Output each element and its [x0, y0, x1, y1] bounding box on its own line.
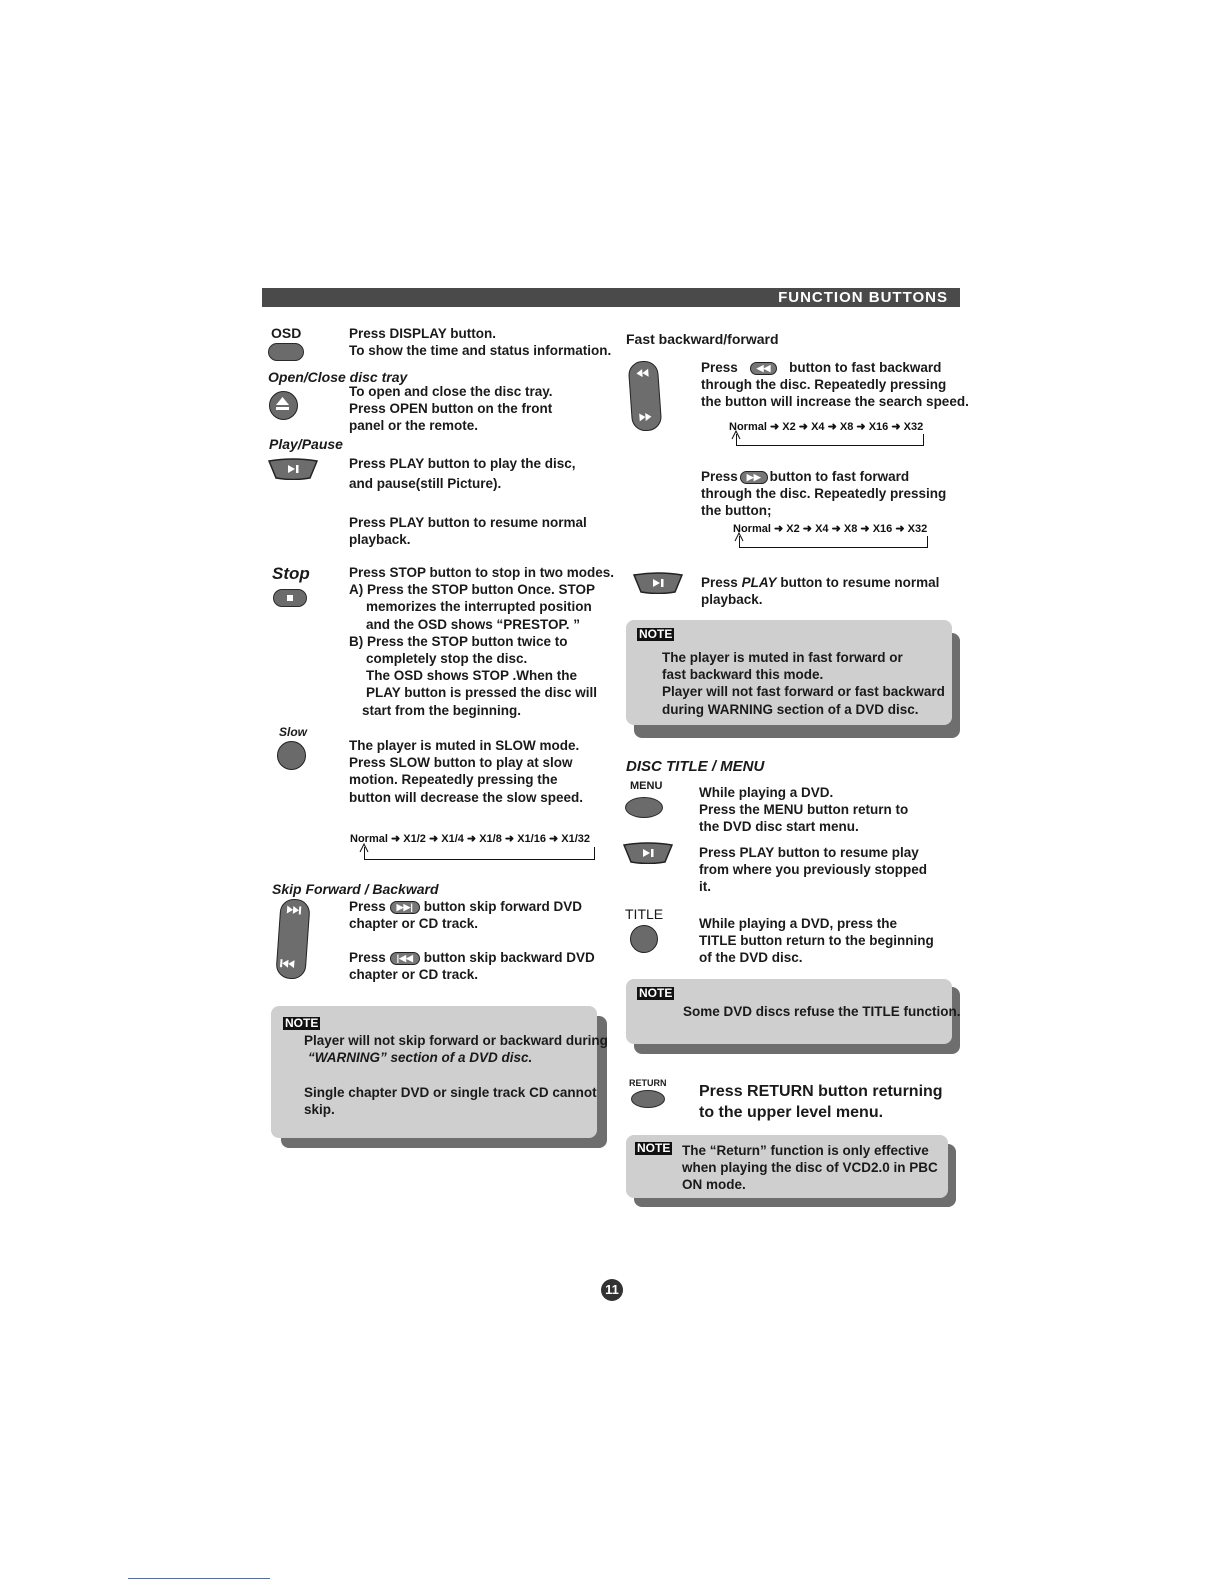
- open-close-description: To open and close the disc tray. Press OPEN button on the front panel or the remote.: [349, 384, 553, 434]
- skip-note-box: [271, 1006, 608, 1138]
- skip-heading: Skip Forward / Backward: [272, 881, 439, 897]
- play-resume-description: Press PLAY button to resume normal playback.: [349, 515, 587, 548]
- skip-backward-description: Press |◀◀ button skip backward DVD chapter or CD track.: [349, 950, 595, 983]
- skip-note-text: Player will not skip forward or backward during “WARNING” section of a DVD disc. Single chapter DVD or single track CD cannot skip.: [304, 1033, 608, 1117]
- fast-forward-speed-sequence: Normal ➜ X2 ➜ X4 ➜ X8 ➜ X16 ➜ X32: [733, 523, 928, 535]
- title-button-icon: [630, 925, 658, 953]
- return-note-box: [626, 1135, 948, 1198]
- return-label: RETURN: [629, 1078, 667, 1088]
- slow-heading: Slow: [279, 725, 308, 739]
- link-underline: [128, 1578, 270, 1579]
- fast-resume-description: Press PLAY button to resume normal playback.: [701, 575, 940, 608]
- return-button-icon: [631, 1090, 665, 1108]
- fast-backward-speed-sequence: Normal ➜ X2 ➜ X4 ➜ X8 ➜ X16 ➜ X32: [729, 421, 924, 433]
- slow-description: The player is muted in SLOW mode. Press SLOW button to play at slow motion. Repeatedly pressing the button will decrease the slow speed.: [349, 738, 584, 805]
- stop-description: Press STOP button to stop in two modes. A) Press the STOP button Once. STOP memorizes the interrupted position and the OSD shows “PRESTOP. ” B) Press the STOP button twice to completely stop the disc. The OSD shows STOP .When the PLAY button is pressed the disc will start from the beginning.: [349, 565, 615, 718]
- fast-forward-icon: ▶▶: [740, 471, 768, 484]
- fast-forward-arrowhead: [734, 532, 746, 542]
- fast-forward-description: Press ▶▶ button to fast forward through the disc. Repeatedly pressing the button;: [701, 469, 947, 519]
- skip-backward-icon: |◀◀: [390, 952, 420, 965]
- fast-backward-icon: ◀◀: [750, 362, 778, 375]
- title-label: TITLE: [625, 906, 664, 922]
- slow-speed-sequence: Normal ➜ X1/2 ➜ X1/4 ➜ X1/8 ➜ X1/16 ➜ X1/32: [350, 833, 591, 845]
- return-description: Press RETURN button returning to the upper level menu.: [699, 1083, 943, 1121]
- osd-description: Press DISPLAY button. To show the time and status information.: [349, 326, 612, 359]
- menu-button-icon: [625, 797, 663, 818]
- eject-button-icon: [269, 391, 298, 420]
- fast-note-box: [626, 620, 952, 725]
- menu-label: MENU: [630, 780, 663, 792]
- return-note-text: The “Return” function is only effective when playing the disc of VCD2.0 in PBC ON mode.: [682, 1143, 938, 1193]
- note-tag: NOTE: [285, 1016, 319, 1030]
- play-pause-heading: Play/Pause: [269, 436, 343, 452]
- disc-title-menu-heading: DISC TITLE / MENU: [626, 758, 765, 775]
- stop-heading: Stop: [272, 564, 310, 583]
- stop-button-icon: [273, 589, 307, 607]
- section-header-bar: [262, 288, 960, 307]
- title-note-text: Some DVD discs refuse the TITLE function.: [683, 1004, 961, 1019]
- menu-play-description: Press PLAY button to resume play from where you previously stopped it.: [699, 845, 928, 895]
- menu-play-button-icon: [623, 842, 673, 864]
- play-pause-button-icon: [268, 458, 318, 480]
- skip-forward-icon: ▶▶|: [390, 901, 420, 914]
- fast-play-button-icon: [633, 572, 683, 594]
- note-tag: NOTE: [639, 627, 673, 641]
- play-pause-description: Press PLAY button to play the disc, and pause(still Picture).: [349, 456, 576, 491]
- fast-backward-loop-line: [736, 434, 924, 446]
- slow-sequence-arrowhead: [359, 843, 371, 853]
- fast-backward-arrowhead: [731, 430, 743, 440]
- fast-backward-description: Press ◀◀ button to fast backward through the disc. Repeatedly pressing the button will increase the search speed.: [701, 360, 969, 410]
- slow-sequence-loop-line: [364, 847, 595, 860]
- menu-description: While playing a DVD. Press the MENU button return to the DVD disc start menu.: [699, 785, 909, 835]
- osd-button-icon: [268, 343, 304, 361]
- osd-label: OSD: [271, 325, 302, 341]
- skip-rocker-button: [275, 898, 311, 980]
- slow-button-icon: [277, 741, 306, 770]
- title-description: While playing a DVD, press the TITLE button return to the beginning of the DVD disc.: [699, 916, 934, 966]
- fast-forward-loop-line: [739, 536, 928, 548]
- fast-note-text: The player is muted in fast forward or fast backward this mode. Player will not fast forward or fast backward during WARNING section of a DVD disc.: [662, 650, 945, 717]
- title-note-box: [626, 979, 961, 1044]
- fast-rocker-button: [628, 360, 663, 432]
- skip-forward-description: Press ▶▶| button skip forward DVD chapter or CD track.: [349, 899, 582, 932]
- note-tag: NOTE: [639, 986, 673, 1000]
- fast-heading: Fast backward/forward: [626, 331, 779, 347]
- note-tag: NOTE: [637, 1141, 671, 1155]
- page-number: 11: [601, 1279, 623, 1301]
- open-close-heading: Open/Close disc tray: [268, 369, 408, 385]
- section-title: FUNCTION BUTTONS: [778, 289, 948, 306]
